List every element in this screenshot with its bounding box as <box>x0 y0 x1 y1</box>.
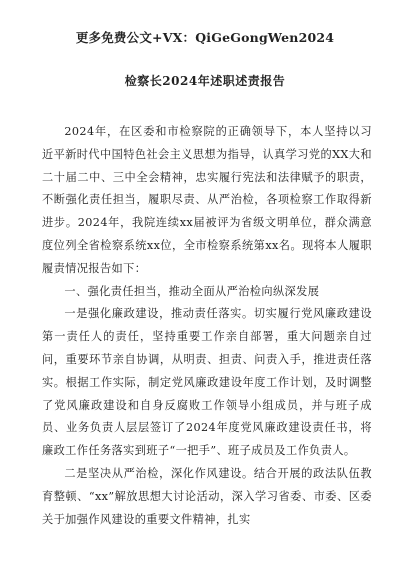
paragraph-point-one: 一是强化廉政建设，推动责任落实。切实履行党风廉政建设第一责任人的责任，坚持重要工作亲自部署，重大问题亲自过问，重要环节亲自协调，从明责、担责、问责入手，推进责任落实。根据工作实际，制定党风廉政建设年度工作计划，及时调整了党风廉政建设和自身反腐败工作领导小组成员，并与班子成员、业务负责人层层签订了2024年度党风廉政建设责任书，将廉政工作任务落实到班子“一把手”、班子成员及工作负责人。 <box>42 307 372 458</box>
header-watermark: 更多免费公文+VX：QiGeGongWen2024 <box>75 30 335 45</box>
document-body <box>42 121 372 531</box>
paragraph-point-two: 二是坚决从严治检，深化作风建设。结合开展的政法队伍教育整顿、“xx”解放思想大讨论活动，深入学习省委、市委、区委关于加强作风建设的重要文件精神，扎实 <box>42 466 372 526</box>
paragraph-intro: 2024年，在区委和市检察院的正确领导下，本人坚持以习近平新时代中国特色社会主义思想为指导，认真学习党的XX大和二十届二中、三中全会精神，忠实履行宪法和法律赋予的职责，不断强化责任担当，履职尽责、从严治检，各项检察工作取得新进步。2024年，我院连续xx届被评为省级文明单位，群众满意度位列全省检察系统xx位，全市检察系统第xx名。现将本人履职履责情况报告如下： <box>42 125 372 275</box>
document-title: 检察长2024年述职述责报告 <box>124 74 286 88</box>
section-heading: 一、强化责任担当，推动全面从严治检向纵深发展 <box>64 284 320 298</box>
